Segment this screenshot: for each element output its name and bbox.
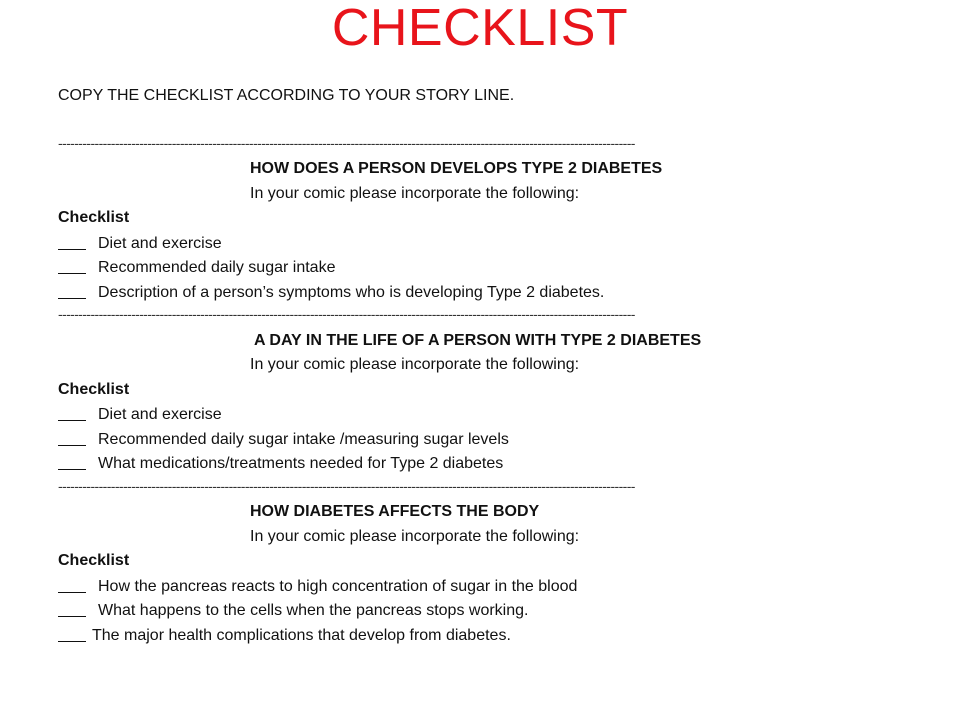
checkbox-blank[interactable] (58, 453, 86, 470)
checklist-label: Checklist (58, 552, 130, 569)
section-heading: HOW DOES A PERSON DEVELOPS TYPE 2 DIABETES (250, 160, 663, 177)
checkbox-blank[interactable] (58, 282, 86, 299)
checkbox-blank[interactable] (58, 576, 86, 593)
checklist-item (58, 255, 858, 280)
checklist-item (58, 231, 858, 256)
checklist-item-label: Recommended daily sugar intake (98, 259, 336, 276)
checkbox-blank[interactable] (58, 257, 86, 274)
checklist-label: Checklist (58, 209, 130, 226)
section-divider: ---------------------------------------------------------------------------------------------------------------------------------------------- (58, 306, 635, 322)
checklist-item-label: Diet and exercise (98, 406, 222, 423)
checkbox-blank[interactable] (58, 404, 86, 421)
checkbox-blank[interactable] (58, 600, 86, 617)
checklist-item (58, 451, 858, 476)
checklist-item (58, 427, 858, 452)
checklist-document (58, 84, 858, 647)
checklist-item-label: How the pancreas reacts to high concentration of sugar in the blood (98, 577, 578, 595)
checkbox-blank[interactable] (58, 625, 86, 642)
checklist-item (58, 598, 858, 623)
checklist-item-label: What medications/treatments needed for Type 2 diabetes (98, 455, 504, 472)
page-title: CHECKLIST (331, 0, 629, 57)
instructions-text: COPY THE CHECKLIST ACCORDING TO YOUR STORY LINE. (58, 87, 515, 104)
checklist-item-label: Description of a person’s symptoms who is developing Type 2 diabetes. (98, 283, 605, 301)
checklist-item (58, 280, 858, 305)
checklist-item-label: The major health complications that develop from diabetes. (92, 626, 511, 644)
section-subheading: In your comic please incorporate the following: (250, 184, 580, 202)
section-divider: ---------------------------------------------------------------------------------------------------------------------------------------------- (58, 477, 635, 494)
checklist-item (58, 402, 858, 427)
checklist-item-label: What happens to the cells when the pancreas stops working. (98, 602, 529, 619)
checklist-item-label: Recommended daily sugar intake /measuring sugar levels (98, 430, 509, 448)
checkbox-blank[interactable] (58, 233, 86, 250)
checklist-label: Checklist (58, 380, 130, 398)
checklist-item-label: Diet and exercise (98, 234, 222, 252)
checklist-item (58, 623, 858, 648)
section-heading: HOW DIABETES AFFECTS THE BODY (250, 503, 540, 520)
section-subheading: In your comic please incorporate the following: (250, 356, 580, 373)
checklist-item (58, 574, 858, 599)
section-heading: A DAY IN THE LIFE OF A PERSON WITH TYPE 2 DIABETES (254, 331, 702, 349)
section-divider: ---------------------------------------------------------------------------------------------------------------------------------------------- (58, 134, 635, 151)
checkbox-blank[interactable] (58, 429, 86, 446)
section-subheading: In your comic please incorporate the following: (250, 527, 580, 545)
